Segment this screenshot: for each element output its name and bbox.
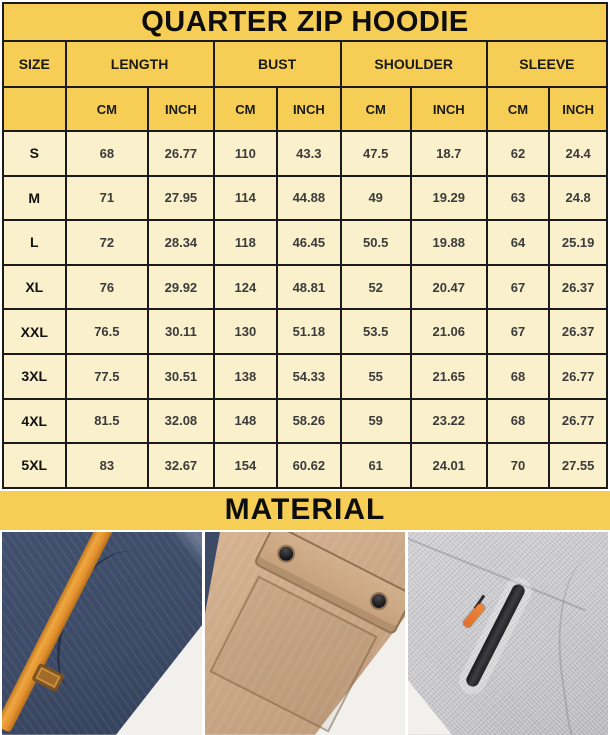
measurement-cell: 60.62 [278,444,339,487]
measurement-cell: 46.45 [278,221,339,264]
measurement-cell: 21.65 [412,355,486,398]
material-photos [0,532,610,735]
unit-header: CM [67,88,148,130]
measurement-cell: 59 [342,400,410,443]
measurement-cell: 124 [215,266,276,309]
measurement-cell: 67 [488,266,549,309]
measurement-cell: 72 [67,221,148,264]
measurement-cell: 64 [488,221,549,264]
measurement-cell: 19.88 [412,221,486,264]
measurement-cell: 23.22 [412,400,486,443]
measurement-cell: 52 [342,266,410,309]
unit-header: INCH [149,88,212,130]
measurement-cell: 20.47 [412,266,486,309]
column-group-bust: BUST [215,42,340,86]
measurement-cell: 55 [342,355,410,398]
measurement-cell: 27.55 [550,444,606,487]
measurement-cell: 49 [342,177,410,220]
unit-header: INCH [550,88,606,130]
measurement-cell: 70 [488,444,549,487]
measurement-cell: 27.95 [149,177,212,220]
measurement-cell: 43.3 [278,132,339,175]
unit-header: CM [342,88,410,130]
unit-spacer [4,88,65,130]
measurement-cell: 118 [215,221,276,264]
size-label: 5XL [4,444,65,487]
measurement-cell: 51.18 [278,310,339,353]
measurement-cell: 130 [215,310,276,353]
unit-header: INCH [412,88,486,130]
size-label: M [4,177,65,220]
measurement-cell: 47.5 [342,132,410,175]
column-group-length: LENGTH [67,42,213,86]
size-label: 4XL [4,400,65,443]
measurement-cell: 110 [215,132,276,175]
unit-header: CM [215,88,276,130]
measurement-cell: 30.11 [149,310,212,353]
material-heading: MATERIAL [0,491,610,530]
size-label: XL [4,266,65,309]
measurement-cell: 154 [215,444,276,487]
measurement-cell: 148 [215,400,276,443]
column-group-sleeve: SLEEVE [488,42,606,86]
measurement-cell: 28.34 [149,221,212,264]
measurement-cell: 26.77 [550,400,606,443]
measurement-cell: 25.19 [550,221,606,264]
unit-header: INCH [278,88,339,130]
photo-navy-drawstring [2,532,202,735]
measurement-cell: 21.06 [412,310,486,353]
measurement-cell: 68 [67,132,148,175]
measurement-cell: 24.8 [550,177,606,220]
measurement-cell: 24.4 [550,132,606,175]
measurement-cell: 81.5 [67,400,148,443]
measurement-cell: 76.5 [67,310,148,353]
measurement-cell: 58.26 [278,400,339,443]
measurement-cell: 68 [488,355,549,398]
measurement-cell: 68 [488,400,549,443]
measurement-cell: 32.67 [149,444,212,487]
measurement-cell: 83 [67,444,148,487]
page-title: QUARTER ZIP HOODIE [2,2,608,40]
measurement-cell: 63 [488,177,549,220]
measurement-cell: 67 [488,310,549,353]
size-table [2,40,608,489]
measurement-cell: 32.08 [149,400,212,443]
measurement-cell: 44.88 [278,177,339,220]
size-label: 3XL [4,355,65,398]
measurement-cell: 29.92 [149,266,212,309]
size-label: L [4,221,65,264]
column-group-shoulder: SHOULDER [342,42,486,86]
size-label: XXL [4,310,65,353]
measurement-cell: 138 [215,355,276,398]
measurement-cell: 26.37 [550,310,606,353]
measurement-cell: 26.37 [550,266,606,309]
measurement-cell: 50.5 [342,221,410,264]
measurement-cell: 114 [215,177,276,220]
measurement-cell: 19.29 [412,177,486,220]
measurement-cell: 26.77 [149,132,212,175]
column-group-size: SIZE [4,42,65,86]
measurement-cell: 26.77 [550,355,606,398]
measurement-cell: 18.7 [412,132,486,175]
measurement-cell: 24.01 [412,444,486,487]
size-label: S [4,132,65,175]
photo-gray-zipper [408,532,608,735]
photo-khaki-pocket [205,532,405,735]
measurement-cell: 71 [67,177,148,220]
measurement-cell: 48.81 [278,266,339,309]
measurement-cell: 77.5 [67,355,148,398]
measurement-cell: 30.51 [149,355,212,398]
measurement-cell: 76 [67,266,148,309]
measurement-cell: 62 [488,132,549,175]
measurement-cell: 53.5 [342,310,410,353]
measurement-cell: 61 [342,444,410,487]
unit-header: CM [488,88,549,130]
measurement-cell: 54.33 [278,355,339,398]
